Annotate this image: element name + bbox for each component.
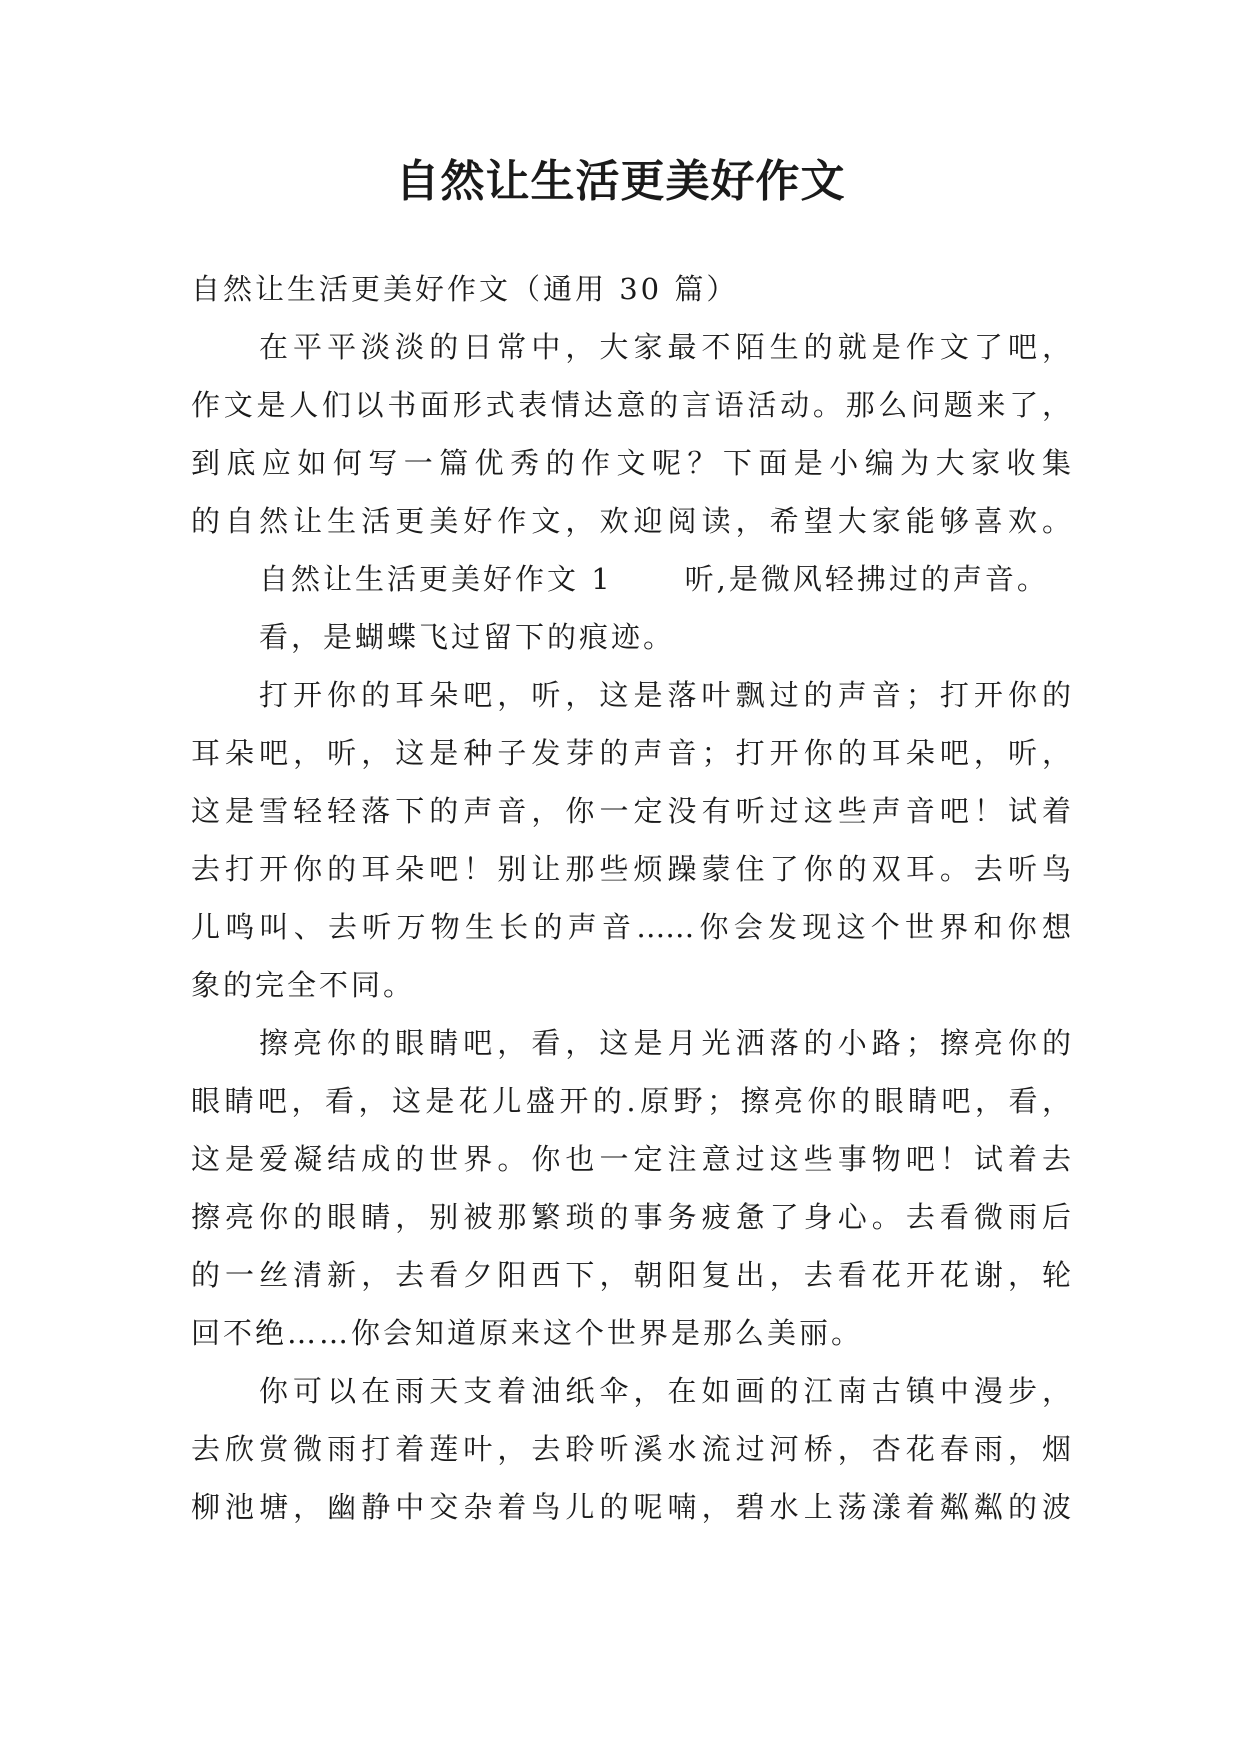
listen-paragraph <box>191 666 1071 1014</box>
rain-paragraph <box>191 1362 1071 1536</box>
listen-line: 这是雪轻轻落下的声音，你一定没有听过这些声音吧！试着 <box>191 794 1071 828</box>
rain-line: 柳池塘，幽静中交杂着鸟儿的呢喃，碧水上荡漾着粼粼的波 <box>191 1490 1071 1524</box>
listen-line: 耳朵吧，听，这是种子发芽的声音；打开你的耳朵吧，听， <box>191 736 1071 770</box>
intro-line: 的自然让生活更美好作文，欢迎阅读，希望大家能够喜欢。 <box>191 504 1071 538</box>
listen-line: 去打开你的耳朵吧！别让那些烦躁蒙住了你的双耳。去听鸟 <box>191 852 1071 886</box>
look-line: 眼睛吧，看，这是花儿盛开的.原野；擦亮你的眼睛吧，看， <box>191 1084 1071 1118</box>
intro-line: 在平平淡淡的日常中，大家最不陌生的就是作文了吧， <box>259 330 1071 364</box>
listen-line: 象的完全不同。 <box>191 968 416 1002</box>
document-body <box>191 260 1071 1536</box>
document-title: 自然让生活更美好作文 <box>395 156 846 207</box>
essay-heading-line <box>191 550 1071 608</box>
intro-line: 到底应如何写一篇优秀的作文呢？下面是小编为大家收集 <box>191 446 1071 480</box>
look-paragraph <box>191 1014 1071 1362</box>
essay-line: 看，是蝴蝶飞过留下的痕迹。 <box>259 620 676 654</box>
intro-paragraph <box>191 318 1071 550</box>
look-line: 回不绝……你会知道原来这个世界是那么美丽。 <box>191 1316 864 1350</box>
document-subtitle: 自然让生活更美好作文（通用 30 篇） <box>191 272 739 306</box>
rain-line: 你可以在雨天支着油纸伞，在如画的江南古镇中漫步， <box>259 1374 1071 1408</box>
look-line: 这是爱凝结成的世界。你也一定注意过这些事物吧！试着去 <box>191 1142 1071 1176</box>
listen-line: 打开你的耳朵吧，听，这是落叶飘过的声音；打开你的 <box>259 678 1071 712</box>
essay-first-sentence: 听,是微风轻拂过的声音。 <box>684 562 1049 596</box>
look-line: 擦亮你的眼睛吧，看，这是月光洒落的小路；擦亮你的 <box>259 1026 1071 1060</box>
look-line: 擦亮你的眼睛，别被那繁琐的事务疲惫了身心。去看微雨后 <box>191 1200 1071 1234</box>
look-line: 的一丝清新，去看夕阳西下，朝阳复出，去看花开花谢，轮 <box>191 1258 1071 1292</box>
essay-heading: 自然让生活更美好作文 1 <box>259 562 613 596</box>
listen-line: 儿鸣叫、去听万物生长的声音……你会发现这个世界和你想 <box>191 910 1071 944</box>
intro-line: 作文是人们以书面形式表情达意的言语活动。那么问题来了， <box>191 388 1071 422</box>
rain-line: 去欣赏微雨打着莲叶，去聆听溪水流过河桥，杏花春雨，烟 <box>191 1432 1071 1466</box>
